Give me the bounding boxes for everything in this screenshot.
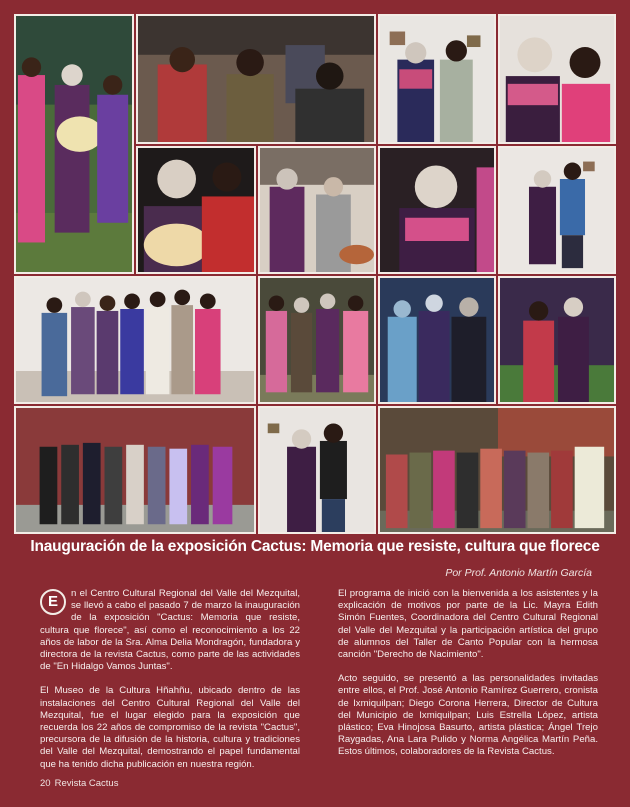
paragraph: El programa de inició con la bienvenida a los asistentes y la explicación de motivos por parte de la Lic. Mayra Edith Simón Fuentes, Coordinadora del Centro Cultural Regional del Valle del Mezquital y la participación artística del grupo de alumnos del Taller de Canto Popular con la hermosa canción "Derecho de Nacimiento". <box>338 588 598 661</box>
page-footer <box>40 778 118 789</box>
photo-evening-trio <box>378 276 496 404</box>
magazine-name: Revista Cactus <box>54 778 119 789</box>
paragraph <box>40 588 300 673</box>
photo-two-women-gallery <box>378 14 496 144</box>
page-number: 20 <box>40 778 51 789</box>
photo-four-women-outdoors <box>258 276 376 404</box>
photo-greeting-guest <box>258 146 376 274</box>
photo-two-women-garden <box>498 276 616 404</box>
photo-honoree-and-woman-in-pink <box>498 14 616 144</box>
photo-large-group-red-wall <box>14 406 256 534</box>
photo-honoree-portrait <box>378 146 496 274</box>
photo-group-outdoors-dusk <box>378 406 616 534</box>
article-column-left <box>40 588 300 783</box>
photo-group-of-women <box>14 276 256 404</box>
paragraph: Acto seguido, se presentó a las personalidades invitadas entre ellos, el Prof. José Antonio Ramírez Guerrero, cronista de Ixmiquilpan; Diego Corona Herrera, Director de Cultura del Municipio de Ixmiquilpan; Luis Estrella López, artista plástico; Eva Hinojosa Basurto, artista plástica; Ángel Trejo Raygadas, Ana Lara Pulido y Norma Angélica Martín Peña. Estos últimos, colaboradores de la Revista Cactus. <box>338 673 598 758</box>
paragraph-text: n el Centro Cultural Regional del Valle del Mezquital, se llevó a cabo el pasado 7 de marzo la inauguración de la exposición "Cactus: Memoria que resiste, cultura que florece", así como el reconocimiento a los 22 años de labor de la Sra. Alma Delia Mondragón, fundadora y directora de la revista Cactus, como parte de las actividades de "En Hidalgo Vamos Juntas". <box>40 588 300 673</box>
article-column-right <box>338 588 598 771</box>
photo-honoree-with-flowers <box>14 14 134 274</box>
photo-audience <box>136 14 376 144</box>
article-title: Inauguración de la exposición Cactus: Memoria que resiste, cultura que florece <box>30 538 600 555</box>
drop-cap: E <box>40 589 66 615</box>
article-byline: Por Prof. Antonio Martín García <box>445 567 592 579</box>
photo-honoree-with-man <box>258 406 376 534</box>
paragraph: El Museo de la Cultura Hñahñu, ubicado dentro de las instalaciones del Centro Cultural Regional del Valle del Mezquital, fue el lugar elegido para la exposición que recuerda los 22 años de compromiso de la revista "Cactus", precursora de la difusión de la historia, cultura y tradiciones del Valle del Mezquital, demostrando el papel fundamental que ha tenido dicha publicación en nuestra región. <box>40 685 300 770</box>
photo-couple-in-gallery <box>498 146 616 274</box>
photo-honoree-with-man-in-red <box>136 146 256 274</box>
